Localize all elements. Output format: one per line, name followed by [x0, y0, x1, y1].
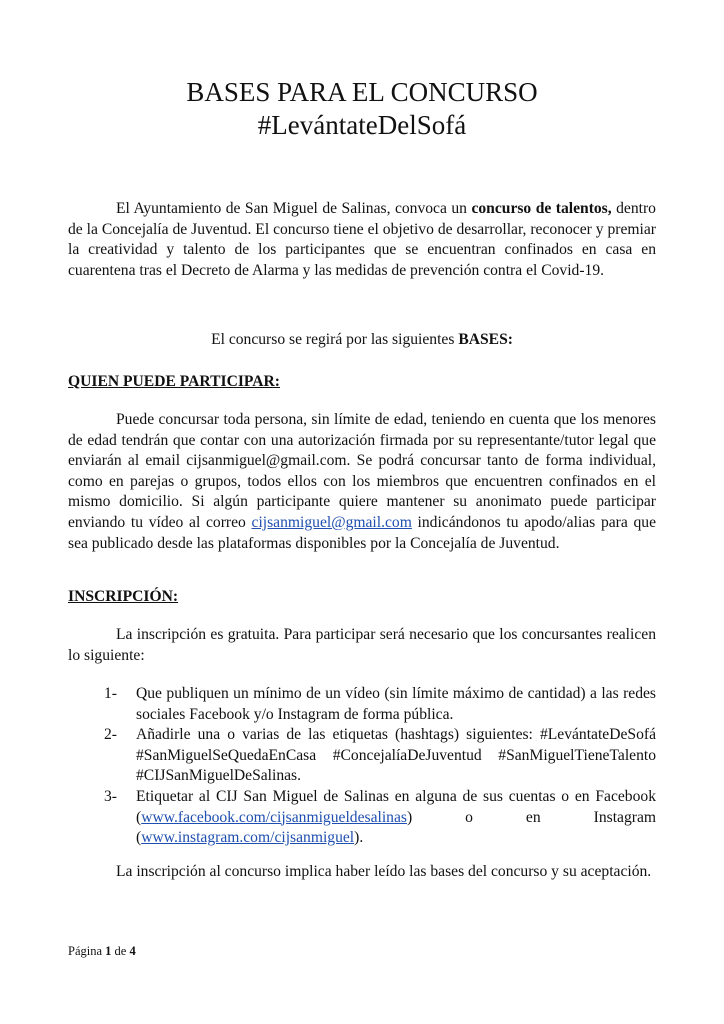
list-item-number: 2- — [104, 726, 117, 744]
footer-total-pages: 4 — [129, 944, 136, 958]
instagram-link[interactable]: www.instagram.com/cijsanmiguel — [141, 829, 355, 847]
intro-paragraph — [68, 199, 656, 281]
intro-text-rest: dentro de la Concejalía de Juventud. El concurso tiene el objetivo de desarrollar, reconocer y premiar la creatividad y talento de los participantes que se encuentran confinados en casa en cuarentena tras el Decreto de Alarma y las medidas de prevención contra el Covid-19. — [68, 200, 656, 279]
participar-text: Puede concursar toda persona, sin límite de edad, teniendo en cuenta que los menores de edad tendrán que contar con una autorización firmada por su representante/tutor legal que enviarán al email cijsanmiguel@gmail.com. Se podrá concursar tanto de forma individual, como en parejas o grupos, todos ellos con los miembros que encuentren confinados en el mismo domicilio. Si algún participante quiere mantener su anonimato puede participar enviando tu vídeo al correo — [68, 411, 656, 531]
list-item-number: 3- — [104, 787, 117, 805]
heading-quien-puede-participar: QUIEN PUEDE PARTICIPAR: — [68, 373, 280, 390]
footer-current-page: 1 — [105, 944, 112, 958]
list-item — [68, 725, 656, 787]
page-number-footer — [68, 944, 136, 959]
list-item-number: 1- — [104, 685, 117, 702]
list-item — [68, 787, 656, 849]
footer-separator: de — [114, 944, 127, 958]
list-item-text: Etiquetar al CIJ San Miguel de Salinas en alguna de sus cuentas o en Facebook ( — [136, 787, 656, 826]
participar-paragraph — [68, 410, 656, 554]
participar-text-end: indicándonos tu apodo/alias para que sea publicado desde las plataformas disponibles por la Concejalía de Juventud. — [68, 513, 656, 552]
email-link[interactable]: cijsanmiguel@gmail.com — [251, 513, 412, 531]
inscripcion-intro: La inscripción es gratuita. Para participar será necesario que los concursantes realicen lo siguiente: — [68, 626, 656, 664]
list-item — [68, 684, 656, 725]
list-item-text: ) o en Instagram ( — [136, 808, 656, 847]
bases-line-bold: BASES: — [458, 331, 513, 348]
bases-line-text: El concurso se regirá por las siguientes — [211, 331, 459, 348]
document-title-line-2: #LevántateDelSofá — [257, 110, 467, 140]
bases-line — [68, 330, 656, 351]
requirements-list — [68, 684, 656, 849]
intro-text-start: El Ayuntamiento de San Miguel de Salinas, convoca un — [116, 200, 472, 217]
list-item-text: Añadirle una o varias de las etiquetas (hashtags) siguientes: #LevántateDeSofá #SanMiguelSeQuedaEnCasa #ConcejalíaDeJuventud #SanMiguelTieneTalento #CIJSanMiguelDeSalinas. — [136, 726, 656, 785]
inscripcion-closing: La inscripción al concurso implica haber leído las bases del concurso y su aceptación. — [116, 863, 652, 880]
document-title-line-1: BASES PARA EL CONCURSO — [186, 77, 538, 107]
footer-page-label: Página — [68, 944, 103, 958]
heading-inscripcion: INSCRIPCIÓN: — [68, 588, 179, 605]
list-item-text: ). — [354, 829, 364, 847]
intro-bold-text: concurso de talentos, — [471, 200, 612, 217]
facebook-link[interactable]: www.facebook.com/cijsanmigueldesalinas — [141, 808, 407, 826]
list-item-text: Que publiquen un mínimo de un vídeo (sin límite máximo de cantidad) a las redes sociales Facebook y/o Instagram de forma pública. — [136, 685, 656, 723]
